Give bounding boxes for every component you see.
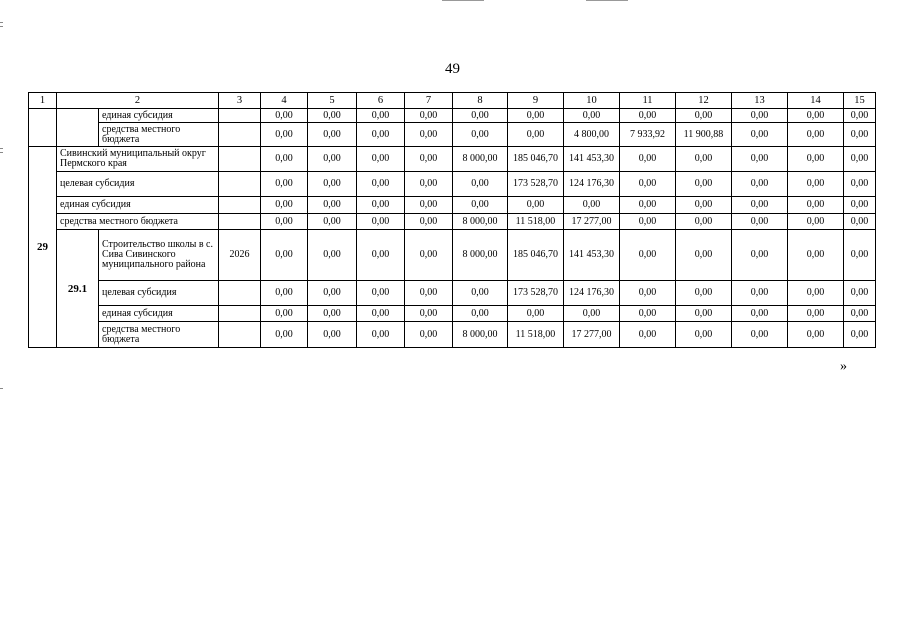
closing-quote: » [840, 359, 847, 374]
binding-tick [0, 152, 3, 153]
value-cell: 0,00 [453, 197, 508, 214]
value-cell: 0,00 [405, 172, 453, 197]
table-row [29, 306, 876, 322]
value-cell: 0,00 [261, 109, 308, 123]
value-cell: 0,00 [405, 322, 453, 348]
value-cell: 0,00 [788, 306, 844, 322]
value-cell: 0,00 [620, 172, 676, 197]
table-row [29, 147, 876, 172]
value-cell: 0,00 [788, 230, 844, 281]
value-cell: 0,00 [788, 123, 844, 147]
value-cell: 0,00 [620, 322, 676, 348]
value-cell: 0,00 [844, 230, 876, 281]
year-cell [219, 147, 261, 172]
year-cell [219, 197, 261, 214]
value-cell: 11 518,00 [508, 322, 564, 348]
header-cell: 10 [564, 93, 620, 109]
value-cell: 0,00 [357, 306, 405, 322]
value-cell: 0,00 [308, 281, 357, 306]
value-cell: 0,00 [357, 197, 405, 214]
value-cell: 4 800,00 [564, 123, 620, 147]
header-row [29, 93, 876, 109]
value-cell: 0,00 [357, 281, 405, 306]
value-cell: 0,00 [564, 109, 620, 123]
value-cell: 0,00 [676, 281, 732, 306]
value-cell: 0,00 [732, 147, 788, 172]
value-cell: 0,00 [564, 306, 620, 322]
header-cell: 13 [732, 93, 788, 109]
value-cell: 0,00 [405, 281, 453, 306]
value-cell: 0,00 [844, 147, 876, 172]
binding-tick [0, 148, 3, 149]
value-cell: 0,00 [405, 214, 453, 230]
header-cell: 9 [508, 93, 564, 109]
value-cell: 0,00 [261, 306, 308, 322]
value-cell: 0,00 [732, 322, 788, 348]
value-cell: 185 046,70 [508, 230, 564, 281]
value-cell: 0,00 [508, 306, 564, 322]
value-cell: 0,00 [261, 172, 308, 197]
value-cell: 0,00 [620, 214, 676, 230]
value-cell: 0,00 [453, 172, 508, 197]
budget-table [28, 92, 876, 348]
value-cell: 0,00 [453, 123, 508, 147]
value-cell: 0,00 [844, 214, 876, 230]
year-cell [219, 281, 261, 306]
value-cell: 0,00 [732, 214, 788, 230]
value-cell: 0,00 [308, 306, 357, 322]
value-cell: 11 900,88 [676, 123, 732, 147]
value-cell: 7 933,92 [620, 123, 676, 147]
table-row [29, 109, 876, 123]
value-cell: 0,00 [788, 147, 844, 172]
value-cell: 0,00 [732, 109, 788, 123]
value-cell: 0,00 [844, 109, 876, 123]
value-cell: 0,00 [357, 147, 405, 172]
table-row [29, 123, 876, 147]
header-cell: 1 [29, 93, 57, 109]
year-cell [219, 109, 261, 123]
value-cell: 0,00 [620, 147, 676, 172]
subnumber-cell [57, 109, 99, 147]
header-cell: 14 [788, 93, 844, 109]
number-cell [29, 109, 57, 147]
binding-tick [0, 26, 3, 27]
value-cell: 0,00 [620, 197, 676, 214]
year-cell [219, 214, 261, 230]
value-cell: 0,00 [564, 197, 620, 214]
header-cell: 7 [405, 93, 453, 109]
value-cell: 0,00 [453, 109, 508, 123]
value-cell: 0,00 [676, 172, 732, 197]
value-cell: 0,00 [676, 230, 732, 281]
value-cell: 0,00 [261, 147, 308, 172]
value-cell: 124 176,30 [564, 281, 620, 306]
value-cell: 0,00 [508, 197, 564, 214]
value-cell: 0,00 [308, 172, 357, 197]
row-label: средства местного бюджета [99, 322, 219, 348]
value-cell: 0,00 [261, 322, 308, 348]
value-cell: 141 453,30 [564, 147, 620, 172]
row-label: средства местного бюджета [99, 123, 219, 147]
value-cell: 0,00 [357, 109, 405, 123]
value-cell: 0,00 [788, 281, 844, 306]
value-cell: 17 277,00 [564, 322, 620, 348]
year-cell [219, 123, 261, 147]
value-cell: 0,00 [308, 322, 357, 348]
value-cell: 0,00 [357, 214, 405, 230]
value-cell: 0,00 [676, 322, 732, 348]
value-cell: 0,00 [676, 214, 732, 230]
value-cell: 185 046,70 [508, 147, 564, 172]
row-label: единая субсидия [99, 109, 219, 123]
value-cell: 0,00 [732, 197, 788, 214]
value-cell: 0,00 [620, 281, 676, 306]
value-cell: 8 000,00 [453, 214, 508, 230]
table-row [29, 214, 876, 230]
table-row [29, 322, 876, 348]
value-cell: 0,00 [357, 172, 405, 197]
table-row [29, 281, 876, 306]
value-cell: 0,00 [405, 306, 453, 322]
value-cell: 0,00 [308, 230, 357, 281]
binding-tick [0, 388, 3, 389]
header-cell: 12 [676, 93, 732, 109]
value-cell: 0,00 [676, 147, 732, 172]
table-row [29, 172, 876, 197]
page-number: 49 [445, 61, 460, 77]
row-label: единая субсидия [99, 306, 219, 322]
value-cell: 0,00 [261, 281, 308, 306]
value-cell: 0,00 [844, 123, 876, 147]
value-cell: 0,00 [308, 109, 357, 123]
value-cell: 0,00 [453, 306, 508, 322]
table-row [29, 197, 876, 214]
value-cell: 0,00 [405, 147, 453, 172]
value-cell: 0,00 [620, 306, 676, 322]
value-cell: 0,00 [844, 197, 876, 214]
value-cell: 0,00 [844, 306, 876, 322]
year-cell: 2026 [219, 230, 261, 281]
binding-tick [0, 22, 3, 23]
value-cell: 0,00 [620, 230, 676, 281]
value-cell: 141 453,30 [564, 230, 620, 281]
header-cell: 6 [357, 93, 405, 109]
header-cell: 11 [620, 93, 676, 109]
row-label: средства местного бюджета [57, 214, 219, 230]
header-cell: 2 [57, 93, 219, 109]
row-label: целевая субсидия [99, 281, 219, 306]
value-cell: 173 528,70 [508, 172, 564, 197]
top-edge-line [442, 0, 484, 1]
header-cell: 15 [844, 93, 876, 109]
value-cell: 0,00 [732, 281, 788, 306]
value-cell: 0,00 [788, 197, 844, 214]
value-cell: 0,00 [844, 322, 876, 348]
value-cell: 0,00 [405, 123, 453, 147]
header-cell: 4 [261, 93, 308, 109]
header-cell: 8 [453, 93, 508, 109]
item-number: 29 [29, 147, 57, 348]
row-label: Сивинский муниципальный округ Пермского края [57, 147, 219, 172]
value-cell: 0,00 [508, 109, 564, 123]
header-cell: 3 [219, 93, 261, 109]
value-cell: 0,00 [676, 197, 732, 214]
header-cell: 5 [308, 93, 357, 109]
value-cell: 0,00 [508, 123, 564, 147]
year-cell [219, 322, 261, 348]
value-cell: 124 176,30 [564, 172, 620, 197]
value-cell: 0,00 [788, 172, 844, 197]
value-cell: 0,00 [732, 306, 788, 322]
value-cell: 0,00 [620, 109, 676, 123]
value-cell: 8 000,00 [453, 147, 508, 172]
value-cell: 0,00 [261, 123, 308, 147]
subitem-number: 29.1 [57, 230, 99, 348]
value-cell: 0,00 [405, 109, 453, 123]
value-cell: 0,00 [308, 214, 357, 230]
value-cell: 0,00 [308, 123, 357, 147]
value-cell: 0,00 [676, 109, 732, 123]
value-cell: 8 000,00 [453, 230, 508, 281]
value-cell: 0,00 [261, 197, 308, 214]
value-cell: 0,00 [405, 197, 453, 214]
value-cell: 0,00 [788, 214, 844, 230]
value-cell: 0,00 [261, 230, 308, 281]
value-cell: 0,00 [308, 147, 357, 172]
value-cell: 0,00 [405, 230, 453, 281]
year-cell [219, 172, 261, 197]
value-cell: 0,00 [732, 123, 788, 147]
top-edge-line [586, 0, 628, 1]
year-cell [219, 306, 261, 322]
value-cell: 0,00 [732, 230, 788, 281]
value-cell: 11 518,00 [508, 214, 564, 230]
value-cell: 0,00 [453, 281, 508, 306]
value-cell: 0,00 [732, 172, 788, 197]
value-cell: 0,00 [308, 197, 357, 214]
value-cell: 0,00 [844, 172, 876, 197]
value-cell: 0,00 [357, 322, 405, 348]
value-cell: 0,00 [788, 109, 844, 123]
value-cell: 173 528,70 [508, 281, 564, 306]
row-label: Строительство школы в с. Сива Сивинского муниципального района [99, 230, 219, 281]
row-label: единая субсидия [57, 197, 219, 214]
value-cell: 8 000,00 [453, 322, 508, 348]
row-label: целевая субсидия [57, 172, 219, 197]
value-cell: 0,00 [844, 281, 876, 306]
value-cell: 0,00 [261, 214, 308, 230]
value-cell: 0,00 [788, 322, 844, 348]
value-cell: 17 277,00 [564, 214, 620, 230]
value-cell: 0,00 [357, 123, 405, 147]
table-row [29, 230, 876, 281]
value-cell: 0,00 [676, 306, 732, 322]
value-cell: 0,00 [357, 230, 405, 281]
